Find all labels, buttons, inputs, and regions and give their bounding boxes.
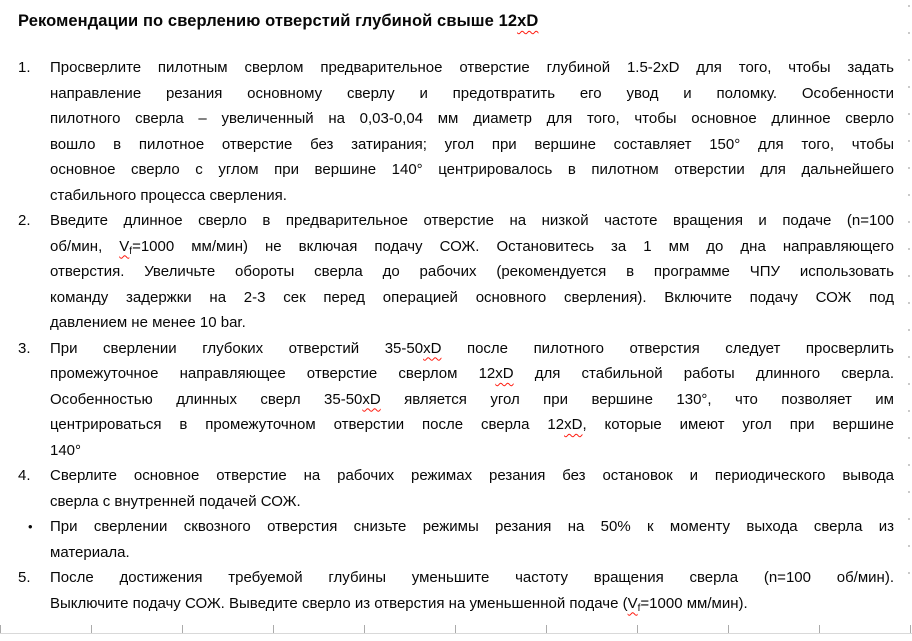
text-run: центрироваться в промежуточном отверстии после сверла 12 — [50, 416, 565, 433]
text-run: =1000 мм/мин). — [640, 594, 748, 612]
text-run: Просверлите пилотным сверлом предварительное отверстие глубиной 1.5-2xD для того, чтобы задать — [50, 59, 894, 76]
misspelled-text-run: f — [129, 245, 133, 257]
text-line — [50, 234, 894, 260]
bullet-marker: • — [28, 519, 33, 534]
text-run: Введите длинное сверло в предварительное отверстие на низкой частоте вращения и подаче (n=100 — [50, 212, 894, 229]
text-line — [50, 157, 894, 183]
text-line — [50, 438, 894, 464]
number-marker: 2. — [18, 212, 31, 229]
text-line — [50, 387, 894, 413]
text-run: =1000 мм/мин) не включая подачу СОЖ. Остановитесь за 1 мм до дна направляющего — [132, 237, 894, 255]
text-run: Рекомендации по сверлению отверстий глубиной свыше 12 — [18, 12, 518, 30]
misspelled-text-run: xD — [495, 365, 514, 382]
text-run: направление резания основному сверлу и предотвратить его увод и поломку. Особенности — [50, 84, 894, 102]
misspelled-text-run: V — [119, 237, 130, 255]
text-run: вошло в пилотное отверстие без затирания; угол при вершине составляет 150° для того, чтобы — [50, 135, 894, 153]
text-line — [50, 591, 894, 617]
number-marker: 1. — [18, 59, 31, 76]
list-item — [18, 463, 894, 514]
list-item — [18, 514, 894, 565]
text-run: после пилотного отверстия следует просверлить — [441, 339, 894, 357]
text-line — [50, 259, 894, 285]
bottom-table-edge-ticks — [0, 625, 912, 634]
number-marker: 5. — [18, 569, 31, 586]
text-run: материала. — [50, 543, 130, 561]
misspelled-text-run: V — [627, 594, 638, 612]
text-run: стабильного процесса сверления. — [50, 186, 287, 204]
text-line — [50, 514, 894, 540]
misspelled-text-run: xD — [564, 416, 583, 433]
text-run: Выключите подачу СОЖ. Выведите сверло из отверстия на уменьшенной подаче ( — [50, 594, 628, 612]
text-line — [50, 81, 894, 107]
number-marker: 4. — [18, 467, 31, 484]
list-item — [18, 208, 894, 336]
text-line — [50, 412, 894, 438]
text-run: пилотного сверла – увеличенный на 0,03-0,04 мм диаметр для того, чтобы основное длинное сверло — [50, 110, 894, 127]
text-line — [50, 565, 894, 591]
text-line — [50, 310, 894, 336]
text-line — [50, 132, 894, 158]
text-line — [50, 285, 894, 311]
text-run: После достижения требуемой глубины уменьшите частоту вращения сверла (n=100 об/мин). — [50, 569, 894, 586]
misspelled-text-run: f — [637, 602, 641, 614]
text-line — [50, 336, 894, 362]
text-run: команду задержки на 2-3 сек перед операцией основного сверления). Включите подачу СОЖ под — [50, 288, 894, 306]
misspelled-text-run: xD — [362, 390, 381, 408]
text-run: сверла с внутренней подачей СОЖ. — [50, 492, 301, 510]
document-title — [18, 10, 894, 32]
right-gridline-dots — [908, 5, 910, 595]
text-line — [50, 208, 894, 234]
text-run: об/мин, — [50, 237, 120, 255]
text-line — [50, 106, 894, 132]
text-run: отверстия. Увеличьте обороты сверла до рабочих (рекомендуется в программе ЧПУ использовать — [50, 263, 894, 280]
number-marker: 3. — [18, 339, 31, 357]
text-run: Сверлите основное отверстие на рабочих режимах резания без остановок и периодического вывода — [50, 467, 894, 484]
text-line — [50, 489, 894, 515]
list-item — [18, 55, 894, 208]
text-run: является угол при вершине 130°, что позволяет им — [380, 390, 894, 408]
recommendations-list — [18, 55, 894, 616]
list-item — [18, 565, 894, 616]
text-run: При сверлении сквозного отверстия снизьте режимы резания на 50% к моменту выхода сверла из — [50, 518, 894, 535]
text-line — [50, 55, 894, 81]
text-run: основное сверло с углом при вершине 140° центрировалось в пилотном отверстии для дальнейшего — [50, 161, 894, 178]
text-line — [50, 361, 894, 387]
text-run: Особенностью длинных сверл 35-50 — [50, 390, 363, 408]
text-run: промежуточное направляющее отверстие сверлом 12 — [50, 365, 496, 382]
misspelled-text-run: xD — [423, 339, 442, 357]
text-run: 140° — [50, 441, 82, 459]
text-line — [50, 540, 894, 566]
text-run: давлением не менее 10 bar. — [50, 314, 246, 331]
misspelled-text-run: xD — [517, 12, 539, 30]
text-run: для стабильной работы длинного сверла. — [513, 365, 894, 382]
text-line — [50, 463, 894, 489]
document-content — [18, 10, 894, 616]
text-line — [50, 183, 894, 209]
text-run: , которые имеют угол при вершине — [582, 416, 894, 433]
list-item — [18, 336, 894, 464]
text-run: При сверлении глубоких отверстий 35-50 — [50, 339, 424, 357]
